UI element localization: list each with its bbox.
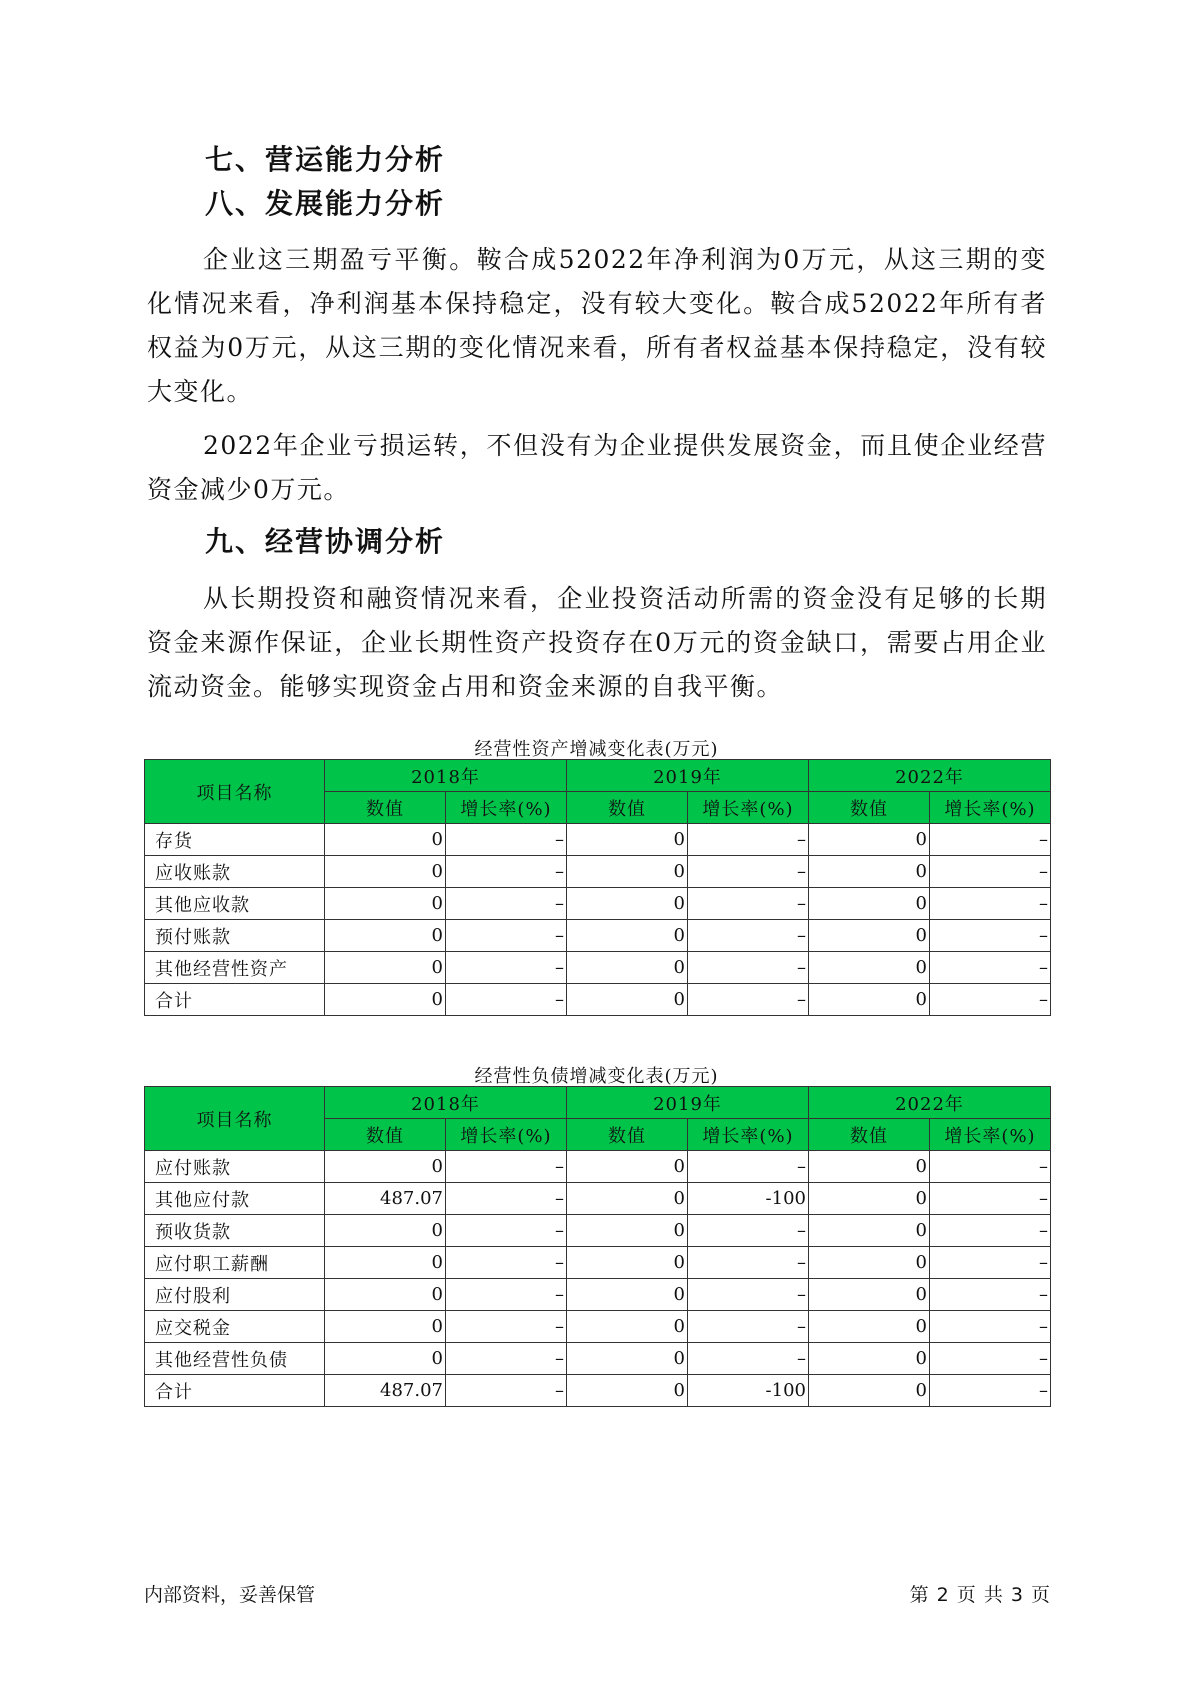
value-cell: 0: [567, 1279, 688, 1311]
value-cell: 0: [325, 1311, 446, 1343]
header-value: 数值: [809, 792, 930, 824]
table-row: [145, 1247, 1051, 1279]
value-cell: 0: [809, 1215, 930, 1247]
header-rate: 增长率(%): [930, 1119, 1051, 1151]
header-value: 数值: [567, 792, 688, 824]
table-row: [145, 1151, 1051, 1183]
table-row: [145, 1279, 1051, 1311]
value-cell: 0: [567, 824, 688, 856]
value-cell: 0: [325, 920, 446, 952]
table-row: [145, 1343, 1051, 1375]
paragraph-development-1: 企业这三期盈亏平衡。鞍合成52022年净利润为0万元，从这三期的变化情况来看，净利润基本保持稳定，没有较大变化。鞍合成52022年所有者权益为0万元，从这三期的变化情况来看，所有者权益基本保持稳定，没有较大变化。: [147, 245, 1047, 406]
value-cell: 0: [809, 1279, 930, 1311]
value-cell: 0: [325, 1151, 446, 1183]
growth-rate-cell: –: [688, 824, 809, 856]
growth-rate-cell: –: [446, 920, 567, 952]
growth-rate-cell: –: [446, 1311, 567, 1343]
table1-body: [145, 824, 1051, 1016]
table1-caption: 经营性资产增减变化表(万元): [474, 739, 719, 760]
table-row: [145, 1375, 1051, 1407]
header-value: 数值: [325, 1119, 446, 1151]
value-cell: 487.07: [325, 1183, 446, 1215]
value-cell: 0: [325, 888, 446, 920]
growth-rate-cell: –: [446, 1151, 567, 1183]
footer-confidential-note: 内部资料，妥善保管: [144, 1584, 316, 1606]
value-cell: 0: [325, 952, 446, 984]
table-row: [145, 1215, 1051, 1247]
growth-rate-cell: –: [930, 1279, 1051, 1311]
growth-rate-cell: –: [446, 856, 567, 888]
footer-page-number: 第 2 页 共 3 页: [909, 1584, 1051, 1606]
table-row: [145, 984, 1051, 1016]
row-label: 应收账款: [145, 856, 325, 888]
header-year: 2022年: [809, 760, 1051, 792]
growth-rate-cell: –: [930, 856, 1051, 888]
growth-rate-cell: –: [688, 1247, 809, 1279]
row-label: 应交税金: [145, 1311, 325, 1343]
table-row: [145, 888, 1051, 920]
growth-rate-cell: –: [930, 1151, 1051, 1183]
value-cell: 0: [809, 1375, 930, 1407]
value-cell: 0: [567, 952, 688, 984]
value-cell: 0: [809, 920, 930, 952]
value-cell: 0: [567, 1343, 688, 1375]
table-row: [145, 952, 1051, 984]
growth-rate-cell: –: [688, 920, 809, 952]
growth-rate-cell: –: [688, 1151, 809, 1183]
growth-rate-cell: –: [446, 1375, 567, 1407]
growth-rate-cell: –: [930, 824, 1051, 856]
growth-rate-cell: –: [446, 1183, 567, 1215]
growth-rate-cell: –: [688, 1279, 809, 1311]
section-heading-7: 七、营运能力分析: [205, 143, 446, 176]
header-item-name: 项目名称: [145, 1087, 325, 1151]
value-cell: 0: [325, 824, 446, 856]
value-cell: 0: [325, 1215, 446, 1247]
value-cell: 0: [809, 952, 930, 984]
growth-rate-cell: –: [930, 1343, 1051, 1375]
growth-rate-cell: –: [930, 1375, 1051, 1407]
value-cell: 0: [567, 888, 688, 920]
growth-rate-cell: -100: [688, 1183, 809, 1215]
table-row: [145, 920, 1051, 952]
row-label: 应付职工薪酬: [145, 1247, 325, 1279]
table-row: [145, 1183, 1051, 1215]
value-cell: 0: [809, 1151, 930, 1183]
value-cell: 0: [809, 1311, 930, 1343]
growth-rate-cell: –: [446, 984, 567, 1016]
value-cell: 487.07: [325, 1375, 446, 1407]
header-value: 数值: [567, 1119, 688, 1151]
header-year: 2018年: [325, 1087, 567, 1119]
growth-rate-cell: –: [930, 1247, 1051, 1279]
header-item-name: 项目名称: [145, 760, 325, 824]
row-label: 其他经营性负债: [145, 1343, 325, 1375]
growth-rate-cell: –: [930, 984, 1051, 1016]
growth-rate-cell: –: [930, 1215, 1051, 1247]
growth-rate-cell: –: [446, 952, 567, 984]
row-label: 预付账款: [145, 920, 325, 952]
header-value: 数值: [809, 1119, 930, 1151]
value-cell: 0: [325, 1247, 446, 1279]
operating-assets-table: [144, 759, 1051, 1016]
header-rate: 增长率(%): [688, 792, 809, 824]
header-rate: 增长率(%): [446, 1119, 567, 1151]
growth-rate-cell: –: [930, 888, 1051, 920]
operating-liabilities-table: [144, 1086, 1051, 1407]
value-cell: 0: [809, 888, 930, 920]
growth-rate-cell: –: [446, 1247, 567, 1279]
header-year: 2018年: [325, 760, 567, 792]
growth-rate-cell: –: [930, 1183, 1051, 1215]
row-label: 合计: [145, 1375, 325, 1407]
value-cell: 0: [809, 984, 930, 1016]
row-label: 合计: [145, 984, 325, 1016]
header-rate: 增长率(%): [930, 792, 1051, 824]
growth-rate-cell: –: [688, 856, 809, 888]
value-cell: 0: [325, 1279, 446, 1311]
header-rate: 增长率(%): [688, 1119, 809, 1151]
header-value: 数值: [325, 792, 446, 824]
value-cell: 0: [567, 1375, 688, 1407]
row-label: 应付股利: [145, 1279, 325, 1311]
growth-rate-cell: –: [688, 1343, 809, 1375]
row-label: 其他经营性资产: [145, 952, 325, 984]
growth-rate-cell: –: [446, 1215, 567, 1247]
value-cell: 0: [809, 1247, 930, 1279]
growth-rate-cell: –: [688, 888, 809, 920]
growth-rate-cell: –: [688, 1311, 809, 1343]
value-cell: 0: [567, 1311, 688, 1343]
row-label: 其他应收款: [145, 888, 325, 920]
growth-rate-cell: –: [446, 888, 567, 920]
row-label: 其他应付款: [145, 1183, 325, 1215]
row-label: 预收货款: [145, 1215, 325, 1247]
growth-rate-cell: –: [688, 984, 809, 1016]
value-cell: 0: [567, 1247, 688, 1279]
value-cell: 0: [809, 856, 930, 888]
growth-rate-cell: –: [688, 952, 809, 984]
growth-rate-cell: –: [930, 920, 1051, 952]
growth-rate-cell: –: [688, 1215, 809, 1247]
value-cell: 0: [325, 856, 446, 888]
table2-body: [145, 1151, 1051, 1407]
table-row: [145, 824, 1051, 856]
growth-rate-cell: –: [446, 1343, 567, 1375]
value-cell: 0: [567, 1215, 688, 1247]
section-heading-9: 九、经营协调分析: [205, 525, 446, 558]
paragraph-coordination: 从长期投资和融资情况来看，企业投资活动所需的资金没有足够的长期资金来源作保证，企业长期性资产投资存在0万元的资金缺口，需要占用企业流动资金。能够实现资金占用和资金来源的自我平衡。: [147, 584, 1047, 701]
value-cell: 0: [567, 1151, 688, 1183]
growth-rate-cell: –: [446, 1279, 567, 1311]
section-heading-8: 八、发展能力分析: [205, 187, 446, 220]
growth-rate-cell: -100: [688, 1375, 809, 1407]
header-year: 2019年: [567, 760, 809, 792]
value-cell: 0: [809, 1183, 930, 1215]
growth-rate-cell: –: [930, 1311, 1051, 1343]
value-cell: 0: [325, 984, 446, 1016]
header-year: 2022年: [809, 1087, 1051, 1119]
row-label: 应付账款: [145, 1151, 325, 1183]
growth-rate-cell: –: [930, 952, 1051, 984]
value-cell: 0: [325, 1343, 446, 1375]
header-rate: 增长率(%): [446, 792, 567, 824]
growth-rate-cell: –: [446, 824, 567, 856]
value-cell: 0: [567, 920, 688, 952]
row-label: 存货: [145, 824, 325, 856]
table2-caption: 经营性负债增减变化表(万元): [474, 1066, 719, 1087]
paragraph-development-2: 2022年企业亏损运转，不但没有为企业提供发展资金，而且使企业经营资金减少0万元。: [147, 431, 1047, 504]
value-cell: 0: [809, 1343, 930, 1375]
value-cell: 0: [567, 1183, 688, 1215]
table-row: [145, 856, 1051, 888]
value-cell: 0: [567, 856, 688, 888]
value-cell: 0: [809, 824, 930, 856]
header-year: 2019年: [567, 1087, 809, 1119]
value-cell: 0: [567, 984, 688, 1016]
table-row: [145, 1311, 1051, 1343]
